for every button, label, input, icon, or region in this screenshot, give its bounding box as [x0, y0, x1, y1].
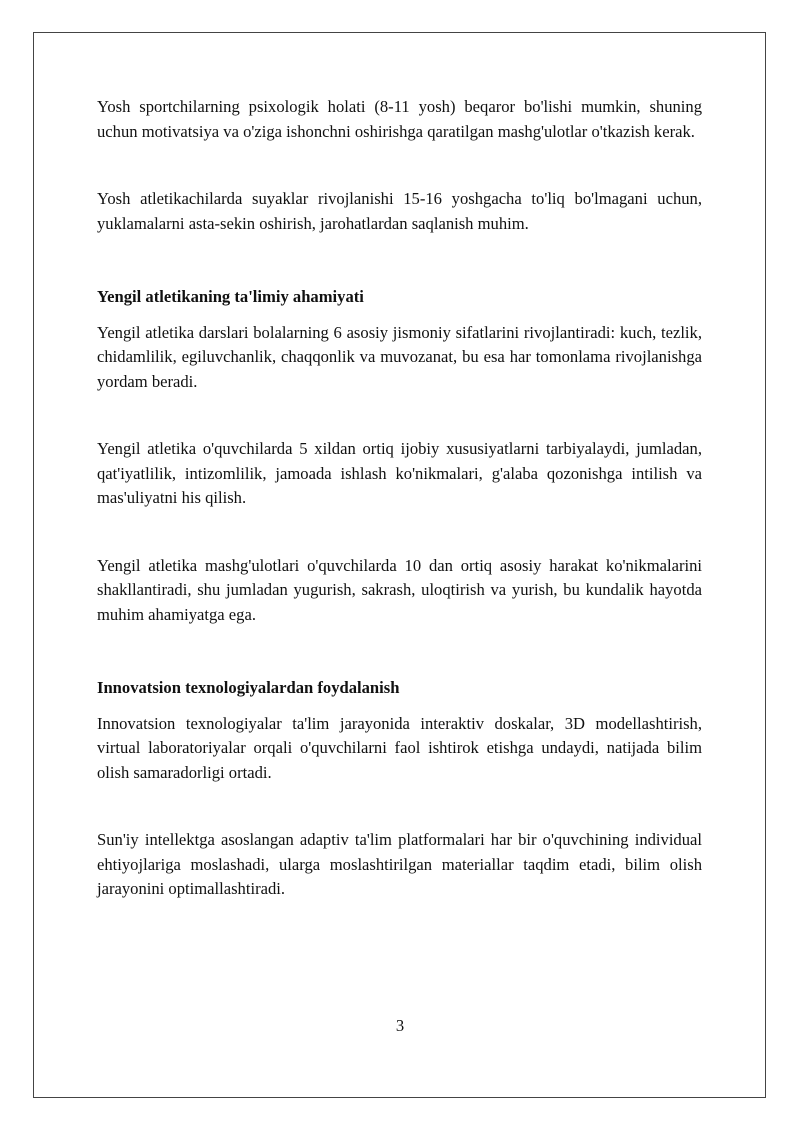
heading-innovative-technologies: Innovatsion texnologiyalardan foydalanish	[97, 678, 400, 697]
paragraph-adaptive-platforms: Sun'iy intellektga asoslangan adaptiv ta'lim platformalari har bir o'quvchining individual ehtiyojlariga moslashadi, ularga moslashtirilgan materiallar taqdim etadi, bilim olish jarayonini optimallashtiradi.	[97, 830, 702, 898]
page-number: 3	[395, 1016, 405, 1035]
heading-educational-importance: Yengil atletikaning ta'limiy ahamiyati	[97, 287, 364, 306]
paragraph-psychology: Yosh sportchilarning psixologik holati (8-11 yosh) beqaror bo'lishi mumkin, shuning uchun motivatsiya va o'ziga ishonchni oshirishga qaratilgan mashg'ulotlar o'tkazish kerak.	[97, 97, 702, 141]
paragraph-interactive-tools: Innovatsion texnologiyalar ta'lim jarayonida interaktiv doskalar, 3D modellashtirish, virtual laboratoriyalar orqali o'quvchilarni faol ishtirok etishga undaydi, natijada bilim olish samaradorligi ortadi.	[97, 713, 702, 782]
paragraph-bones: Yosh atletikachilarda suyaklar rivojlanishi 15-16 yoshgacha to'liq bo'lmagani uchun, yuklamalarni asta-sekin oshirish, jarohatlardan saqlanish muhim.	[97, 189, 702, 233]
paragraph-movement-skills: Yengil atletika mashg'ulotlari o'quvchilarda 10 dan ortiq asosiy harakat ko'nikmalarini shakllantiradi, shu jumladan yugurish, sakrash, uloqtirish va yurish, bu kundalik hayotda muhim ahamiyatga ega.	[97, 555, 702, 624]
paragraph-positive-traits: Yengil atletika o'quvchilarda 5 xildan ortiq ijobiy xususiyatlarni tarbiyalaydi, jumladan, qat'iyatlilik, intizomlilik, jamoada ishlash ko'nikmalari, g'alaba qozonishga intilish va mas'uliyatni his qilish.	[97, 439, 702, 507]
page-content	[97, 95, 702, 902]
paragraph-physical-qualities: Yengil atletika darslari bolalarning 6 asosiy jismoniy sifatlarini rivojlantiradi: kuch, tezlik, chidamlilik, egiluvchanlik, chaqqonlik va muvozanat, bu esa har tomonlama rivojlanishga yordam beradi.	[97, 322, 702, 391]
